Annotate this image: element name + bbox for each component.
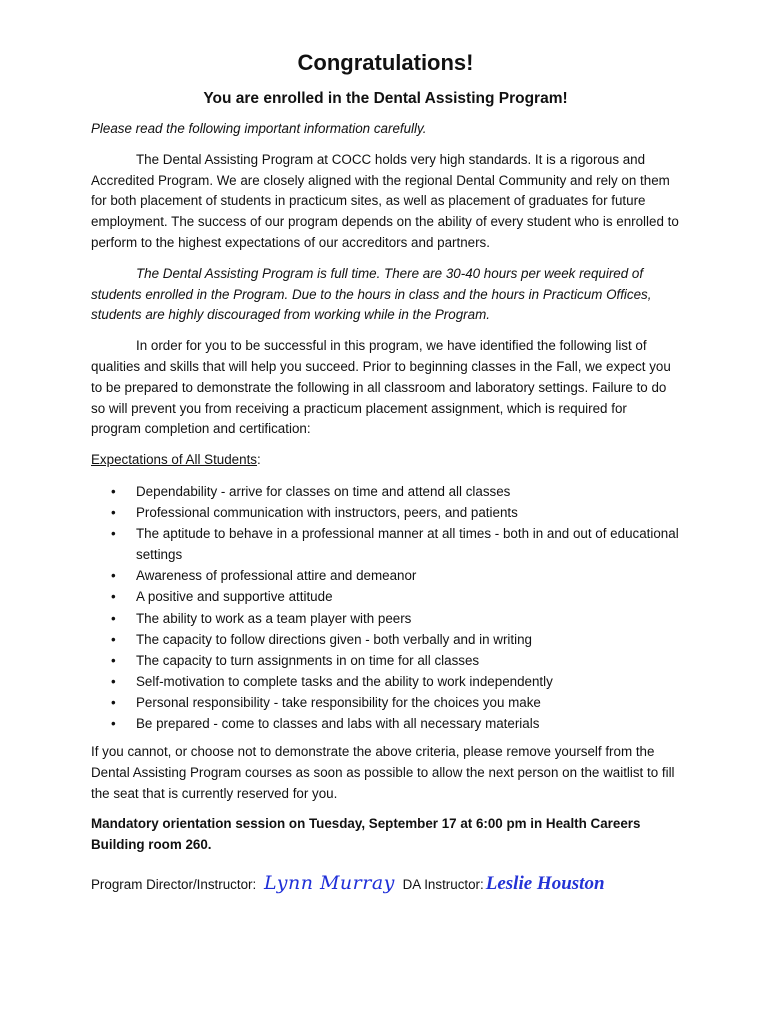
list-item-text: Awareness of professional attire and demeanor xyxy=(136,568,417,584)
director-signature: Lynn Murray xyxy=(263,872,395,895)
closing-paragraph: If you cannot, or choose not to demonstrate the above criteria, please remove yourself from the Dental Assisting Program courses as soon as possible to allow the next person on the waitlist to fill the seat that is currently reserved for you. xyxy=(91,744,675,801)
bullet-icon: • xyxy=(111,694,116,710)
list-item xyxy=(91,629,680,650)
list-item xyxy=(91,650,680,671)
bullet-icon: • xyxy=(111,568,116,584)
instructor-label: DA Instructor: xyxy=(402,877,484,893)
list-item xyxy=(91,586,680,607)
list-item-text: Self-motivation to complete tasks and the ability to work independently xyxy=(136,673,553,689)
expectations-heading xyxy=(91,450,680,471)
bullet-icon: • xyxy=(111,483,116,499)
list-item-text: The aptitude to behave in a professional manner at all times - both in and out of educational settings xyxy=(136,526,679,563)
list-item xyxy=(91,608,680,629)
bullet-icon: • xyxy=(111,589,116,605)
bullet-icon: • xyxy=(111,526,116,542)
list-item-text: Dependability - arrive for classes on time and attend all classes xyxy=(136,483,511,499)
list-item xyxy=(91,565,680,586)
list-item-text: Be prepared - come to classes and labs with all necessary materials xyxy=(136,715,540,731)
list-item xyxy=(91,671,680,692)
intro-text: Please read the following important information carefully. xyxy=(91,121,427,136)
list-item-text: A positive and supportive attitude xyxy=(136,589,333,605)
orientation-notice: Mandatory orientation session on Tuesday, September 17 at 6:00 pm in Health Careers Building room 260. xyxy=(91,816,641,853)
bullet-icon: • xyxy=(111,505,116,521)
director-label: Program Director/Instructor: xyxy=(91,877,257,893)
page-title: Congratulations! xyxy=(297,50,474,75)
bullet-icon: • xyxy=(111,673,116,689)
list-item-text: The capacity to turn assignments in on time for all classes xyxy=(136,652,480,668)
paragraph-qualities: In order for you to be successful in this program, we have identified the following list of qualities and skills that will help you succeed. Prior to beginning classes in the Fall, we expect you to be prepared to demonstrate the following in all classroom and laboratory settings. Failure to do so will prevent you from receiving a practicum placement assignment, which is required for program completion and certification: xyxy=(91,338,671,437)
list-item-text: The ability to work as a team player with peers xyxy=(136,610,412,626)
list-item xyxy=(91,523,680,565)
signature-line xyxy=(91,870,680,898)
bullet-icon: • xyxy=(111,610,116,626)
page-subtitle: You are enrolled in the Dental Assisting Program! xyxy=(203,90,568,107)
expectations-list xyxy=(91,481,680,734)
list-item xyxy=(91,692,680,713)
bullet-icon: • xyxy=(111,652,116,668)
list-item-text: Professional communication with instructors, peers, and patients xyxy=(136,505,518,521)
bullet-icon: • xyxy=(111,715,116,731)
instructor-signature: Leslie Houston xyxy=(485,873,605,895)
list-item-text: Personal responsibility - take responsibility for the choices you make xyxy=(136,694,541,710)
list-item-text: The capacity to follow directions given - both verbally and in writing xyxy=(136,631,532,647)
expectations-heading-colon: : xyxy=(257,452,261,468)
list-item xyxy=(91,481,680,502)
paragraph-standards: The Dental Assisting Program at COCC holds very high standards. It is a rigorous and Accredited Program. We are closely aligned with the regional Dental Community and rely on them for both placement of students in practicum sites, as well as placement of graduates for future employment. The success of our program depends on the ability of every student who is enrolled to perform to the highest expectations of our accreditors and partners. xyxy=(91,151,679,250)
bullet-icon: • xyxy=(111,631,116,647)
list-item xyxy=(91,502,680,523)
expectations-heading-text: Expectations of All Students xyxy=(91,452,257,468)
list-item xyxy=(91,713,680,734)
paragraph-full-time: The Dental Assisting Program is full time. There are 30-40 hours per week required of students enrolled in the Program. Due to the hours in class and the hours in Practicum Offices, students are highly discouraged from working while in the Program. xyxy=(91,265,652,323)
